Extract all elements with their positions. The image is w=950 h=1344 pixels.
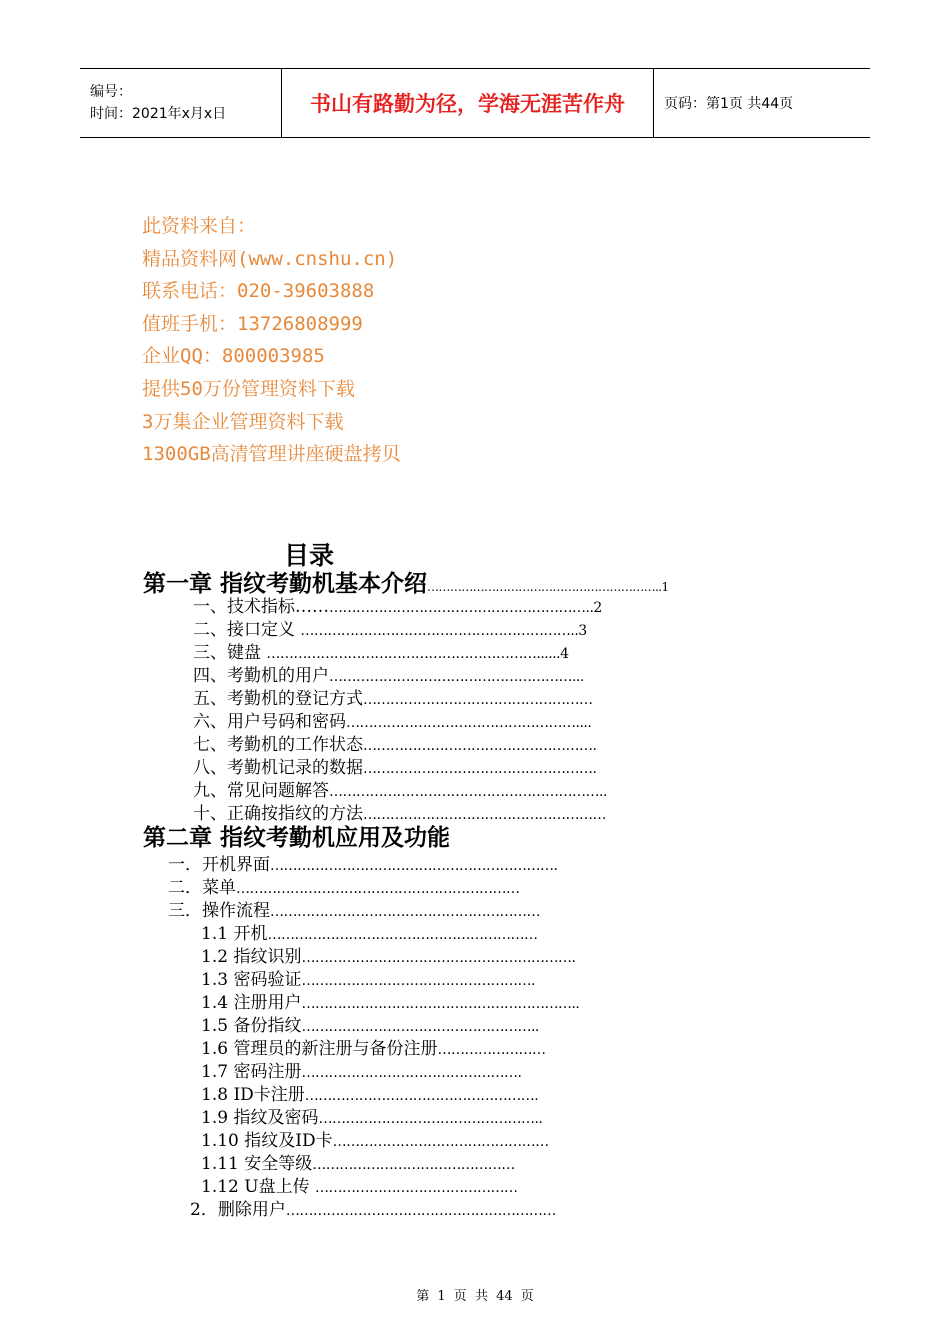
toc-leader-dots: …………………………………………… — [301, 973, 531, 989]
toc-leader-dots: …………………………………………. — [301, 1065, 522, 1081]
promo-line: 3万集企业管理资料下载 — [142, 410, 344, 433]
toc-entry — [201, 1153, 515, 1176]
promo-line: 1300GB高清管理讲座硬盘拷贝 — [142, 443, 401, 466]
footer-page-num: 1 — [437, 1289, 446, 1304]
toc-entry — [193, 642, 569, 665]
toc-entry — [201, 1038, 545, 1061]
toc-page-number: . — [530, 973, 535, 989]
toc-entry-text: 四、考勤机的用户 — [193, 666, 329, 686]
toc-page-number: .. — [571, 996, 580, 1012]
header-number-label: 编号： — [90, 84, 132, 100]
toc-leader-dots: ……………………………………… — [315, 1180, 518, 1196]
toc-entry — [193, 780, 607, 803]
toc-entry — [201, 946, 575, 969]
toc-entry — [168, 854, 557, 877]
toc-entry — [201, 969, 535, 992]
toc-entry — [193, 665, 584, 688]
toc-page-number: ... — [572, 669, 584, 685]
toc-page-number: ......4 — [536, 646, 569, 662]
toc-entry — [201, 1015, 539, 1038]
toc-entry — [193, 757, 596, 780]
toc-leader-dots: …………………………………………… — [363, 761, 593, 777]
toc-leader-dots: …………………………………………………… — [301, 996, 572, 1012]
toc-entry-text: 1.5 备份指纹 — [201, 1016, 302, 1036]
toc-leader-dots: …………………………………………………… — [266, 646, 537, 662]
toc-entry — [193, 803, 606, 826]
page-header — [80, 68, 870, 138]
toc-entry-text: 1.12 U盘上传 — [201, 1177, 315, 1197]
toc-title: 目录 — [284, 541, 335, 570]
toc-entry-text: 1.7 密码注册 — [201, 1062, 302, 1082]
header-motto — [282, 69, 654, 137]
toc-entry-text: 八、考勤机记录的数据 — [193, 758, 363, 778]
footer-page-word: 第 — [416, 1289, 430, 1304]
toc-entry-text: 十、正确按指纹的方法 — [193, 804, 363, 824]
toc-entry-text: 第一章 指纹考勤机基本介绍 — [143, 570, 428, 597]
header-motto-text: 书山有路勤为径，学海无涯苦作舟 — [310, 92, 625, 116]
toc-entry — [168, 877, 520, 900]
toc-entry-text: 1.9 指纹及密码 — [201, 1108, 319, 1128]
toc-page-number: . — [553, 858, 558, 874]
toc-entry-text: 五、考勤机的登记方式 — [193, 689, 363, 709]
toc-leader-dots: ……………………………………………………… — [270, 858, 554, 874]
toc-leader-dots: ……………………………………………. — [304, 1088, 539, 1104]
toc-leader-dots: …………………………………………………. — [329, 600, 590, 616]
toc-entry-text: 1.1 开机 — [201, 924, 268, 944]
toc-entry-text: 一．开机界面 — [168, 855, 270, 875]
toc-leader-dots: …………………………………………………… — [267, 927, 538, 943]
toc-entry — [193, 596, 602, 619]
toc-entry — [168, 900, 540, 923]
toc-entry — [201, 1176, 518, 1199]
header-page-info — [654, 69, 870, 137]
toc-leader-dots: …………………………………………………… — [270, 904, 540, 920]
toc-entry-text: 1.10 指纹及ID卡 — [201, 1131, 333, 1151]
toc-entry-text: 1.6 管理员的新注册与备份注册 — [201, 1039, 438, 1059]
toc-entry-text: 三．操作流程 — [168, 901, 270, 921]
footer-total-num: 44 — [496, 1289, 513, 1304]
toc-leader-dots: …………………………………………… — [363, 692, 593, 708]
toc-entry — [201, 1061, 521, 1084]
toc-chapter — [143, 824, 450, 855]
toc-entry-text: 2．删除用户 — [190, 1200, 286, 1220]
toc-leader-dots: …………………………………………………… — [285, 1203, 556, 1219]
toc-entry-text: 1.11 安全等级 — [201, 1154, 313, 1174]
promo-line: 联系电话：020-39603888 — [142, 280, 375, 303]
toc-entry — [201, 992, 579, 1015]
toc-leader-dots: …………………………………………………… — [301, 950, 572, 966]
toc-entry-text: 六、用户号码和密码 — [193, 712, 346, 732]
toc-entry — [190, 1199, 556, 1222]
toc-entry — [193, 734, 596, 757]
toc-entry-text: 三、键盘 — [193, 643, 267, 663]
toc-leader-dots: ………………………………………… — [332, 1134, 549, 1150]
toc-page-number: . — [592, 761, 597, 777]
toc-entry-text: 九、常见问题解答 — [193, 781, 329, 801]
toc-entry — [201, 1130, 549, 1153]
toc-page-number: .2 — [589, 600, 602, 616]
toc-entry — [201, 1084, 538, 1107]
toc-page-number: ..1 — [655, 580, 669, 594]
promo-line: 值班手机：13726808999 — [142, 312, 363, 335]
toc-entry — [193, 688, 593, 711]
toc-leader-dots: …………………………………………………… — [427, 580, 656, 594]
toc-leader-dots: ………………………………………….. — [318, 1111, 543, 1127]
toc-entry — [201, 1107, 542, 1130]
toc-page-number: .... — [575, 715, 592, 731]
toc-leader-dots: ……………………………………………… — [363, 807, 606, 823]
promo-line: 此资料来自： — [142, 215, 257, 237]
toc-leader-dots: …………………………………………………… — [329, 784, 599, 800]
footer-page-unit: 页 — [453, 1289, 467, 1304]
toc-leader-dots: ……………………………………………… — [329, 669, 572, 685]
toc-leader-dots: …………………………………………………… — [300, 623, 571, 639]
toc-leader-dots: …………………………………………… — [346, 715, 576, 731]
toc-entry-text: 1.8 ID卡注册 — [201, 1085, 305, 1105]
toc-leader-dots: …………………………………………… — [363, 738, 593, 754]
header-meta — [80, 69, 282, 137]
toc-entry — [193, 711, 591, 734]
promo-line: 提供50万份管理资料下载 — [142, 377, 355, 400]
footer-total-unit: 页 — [520, 1289, 534, 1304]
toc-page-number: ..3 — [570, 623, 587, 639]
page-footer — [0, 1285, 950, 1304]
toc-entry — [201, 923, 537, 946]
toc-entry — [193, 619, 587, 642]
toc-leader-dots: …………………… — [437, 1042, 546, 1058]
toc-entry-text: 1.4 注册用户 — [201, 993, 302, 1013]
header-time-label: 时间：2021年x月x日 — [90, 106, 227, 122]
toc-entry-text: 七、考勤机的工作状态 — [193, 735, 363, 755]
toc-page-number: .. — [599, 784, 607, 800]
promo-line: 企业QQ：800003985 — [142, 345, 325, 368]
promo-line: 精品资料网(www.cnshu.cn) — [142, 247, 398, 270]
toc-entry-text: 一、技术指标…… — [193, 597, 329, 617]
toc-leader-dots: ……………………………………… — [312, 1157, 515, 1173]
toc-entry-text: 二．菜单 — [168, 878, 236, 898]
toc-entry-text: 1.3 密码验证 — [201, 970, 302, 990]
toc-page-number: . — [592, 738, 597, 754]
toc-page-number: .. — [530, 1019, 539, 1035]
toc-entry-text: 1.2 指纹识别 — [201, 947, 302, 967]
toc-entry-text: 二、接口定义 — [193, 620, 301, 640]
promo-block — [142, 210, 401, 471]
toc-entry-text: 第二章 指纹考勤机应用及功能 — [143, 824, 451, 851]
header-page-info-text: 页码：第1页 共44页 — [664, 96, 794, 112]
footer-total-word: 共 — [474, 1289, 488, 1304]
toc-page-number: . — [571, 950, 576, 966]
toc-leader-dots: ……………………………………………………… — [236, 881, 520, 897]
toc-leader-dots: …………………………………………… — [301, 1019, 531, 1035]
